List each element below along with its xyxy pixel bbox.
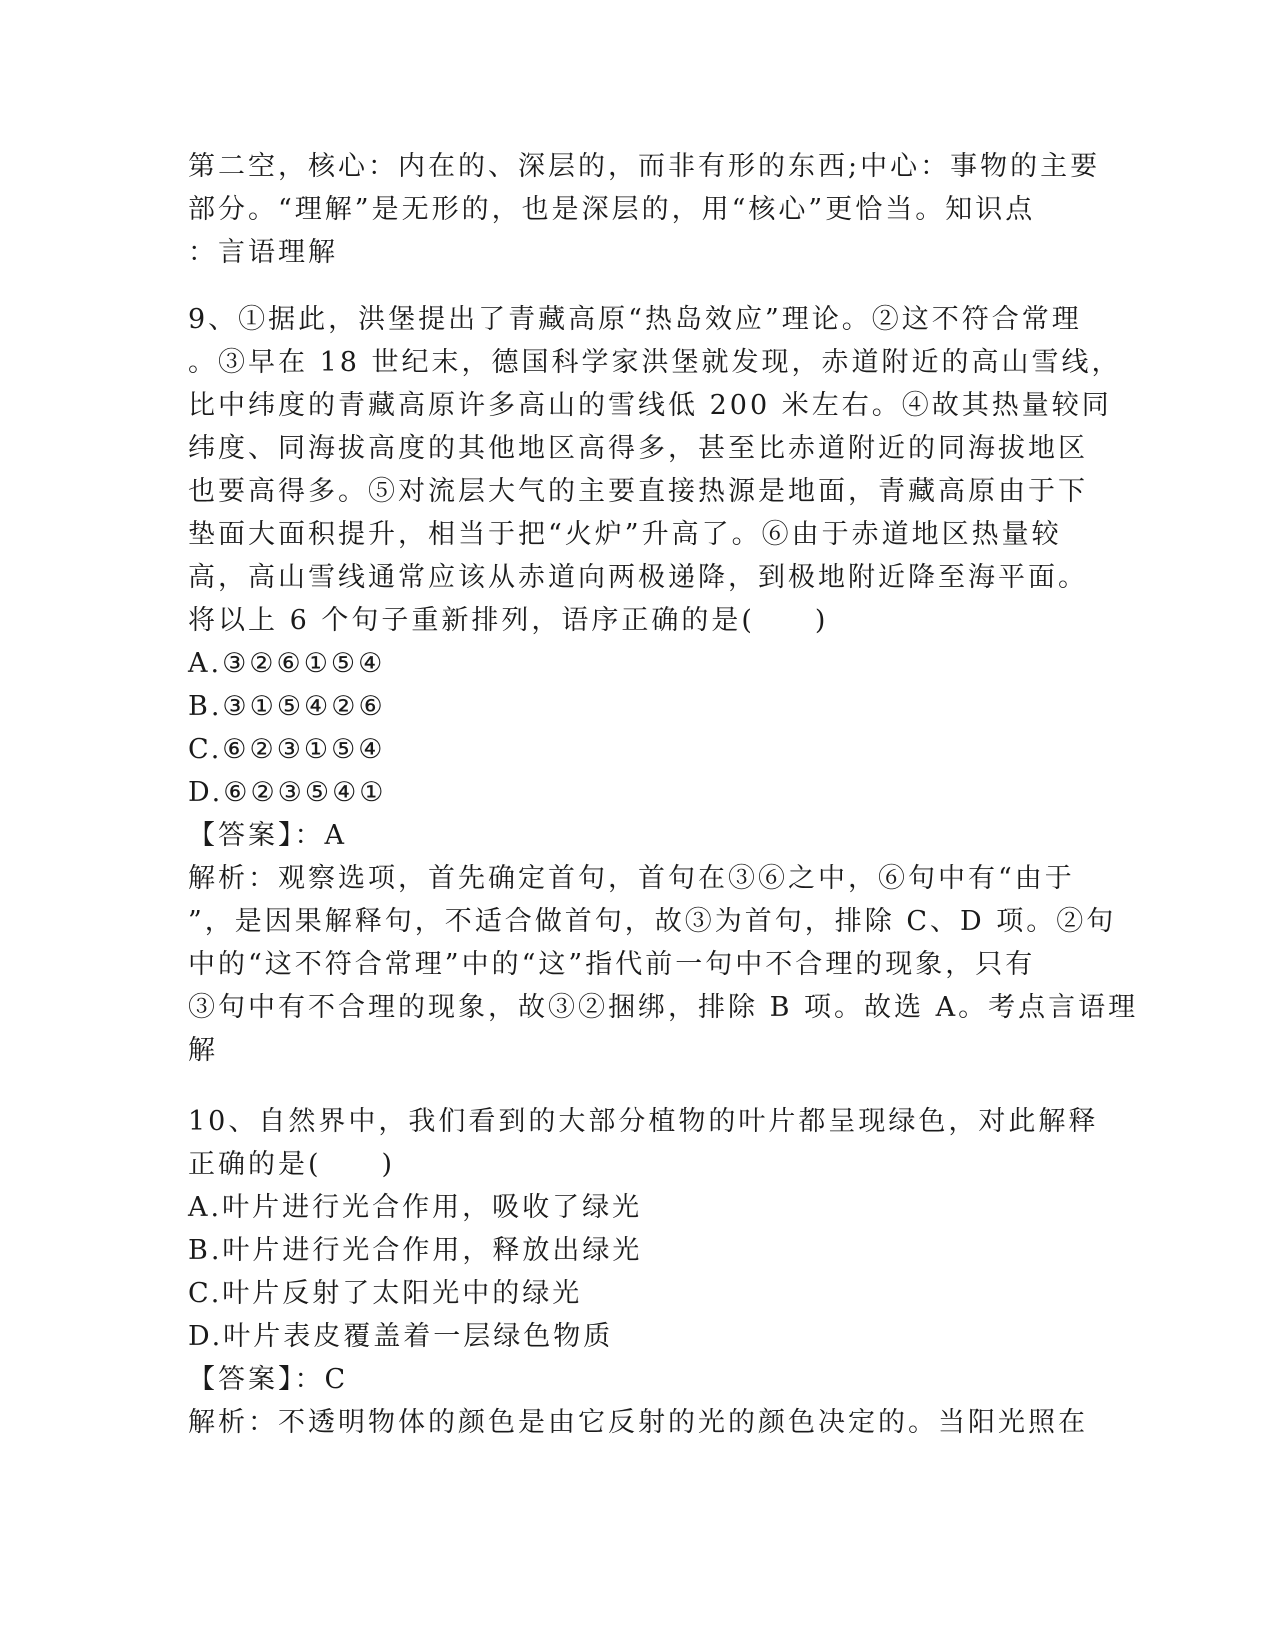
- answer-label: 【答案】：A: [188, 820, 347, 851]
- spacer: [188, 274, 1088, 298]
- text-line: 正确的是( ): [188, 1149, 396, 1180]
- option-b: B.③①⑤④②⑥: [188, 691, 386, 722]
- question-9: [188, 298, 1139, 1072]
- analysis: [188, 1401, 1088, 1444]
- question-10: [188, 1100, 1099, 1444]
- document-page: [188, 145, 1139, 1444]
- question-stem: [188, 1100, 1099, 1186]
- text-line: 垫面大面积提升，相当于把“火炉”升高了。⑥由于赤道地区热量较: [188, 519, 1062, 550]
- text-line: 比中纬度的青藏高原许多高山的雪线低 200 米左右。④故其热量较同: [188, 390, 1112, 421]
- text-line: 也要高得多。⑤对流层大气的主要直接热源是地面，青藏高原由于下: [188, 476, 1088, 507]
- option-list: [188, 642, 1088, 814]
- text-line: 9、①据此，洪堡提出了青藏高原“热岛效应”理论。②这不符合常理: [188, 304, 1082, 335]
- text-line: 将以上 6 个句子重新排列，语序正确的是( ): [188, 605, 829, 636]
- text-line: 第二空，核心：内在的、深层的，而非有形的东西;中心：事物的主要: [188, 151, 1101, 182]
- spacer: [188, 1072, 1088, 1100]
- option-a: A.叶片进行光合作用，吸收了绿光: [188, 1192, 643, 1223]
- option-list: [188, 1186, 1088, 1358]
- text-line: 。③早在 18 世纪末，德国科学家洪堡就发现，赤道附近的高山雪线，: [188, 347, 1122, 378]
- previous-item-analysis: [188, 145, 1101, 274]
- option-a: A.③②⑥①⑤④: [188, 648, 386, 679]
- text-line: ”，是因果解释句，不适合做首句，故③为首句，排除 C、D 项。②句: [188, 906, 1117, 937]
- text-line: 10、自然界中，我们看到的大部分植物的叶片都呈现绿色，对此解释: [188, 1106, 1099, 1137]
- text-line: ：言语理解: [188, 237, 338, 268]
- analysis: [188, 857, 1139, 1072]
- text-line: 纬度、同海拔高度的其他地区高得多，甚至比赤道附近的同海拔地区: [188, 433, 1088, 464]
- option-c: C.⑥②③①⑤④: [188, 734, 386, 765]
- option-d: D.叶片表皮覆盖着一层绿色物质: [188, 1321, 614, 1352]
- answer-label: 【答案】：C: [188, 1364, 349, 1395]
- question-stem: [188, 298, 1122, 642]
- option-b: B.叶片进行光合作用，释放出绿光: [188, 1235, 643, 1266]
- text-line: 高，高山雪线通常应该从赤道向两极递降，到极地附近降至海平面。: [188, 562, 1088, 593]
- option-d: D.⑥②③⑤④①: [188, 777, 387, 808]
- text-line: ③句中有不合理的现象，故③②捆绑，排除 B 项。故选 A。考点言语理: [188, 992, 1139, 1023]
- option-c: C.叶片反射了太阳光中的绿光: [188, 1278, 583, 1309]
- text-line: 解析：不透明物体的颜色是由它反射的光的颜色决定的。当阳光照在: [188, 1407, 1088, 1438]
- text-line: 解析：观察选项，首先确定首句，首句在③⑥之中，⑥句中有“由于: [188, 863, 1075, 894]
- text-line: 中的“这不符合常理”中的“这”指代前一句中不合理的现象，只有: [188, 949, 1036, 980]
- text-line: 部分。“理解”是无形的，也是深层的，用“核心”更恰当。知识点: [188, 194, 1036, 225]
- text-line: 解: [188, 1035, 218, 1066]
